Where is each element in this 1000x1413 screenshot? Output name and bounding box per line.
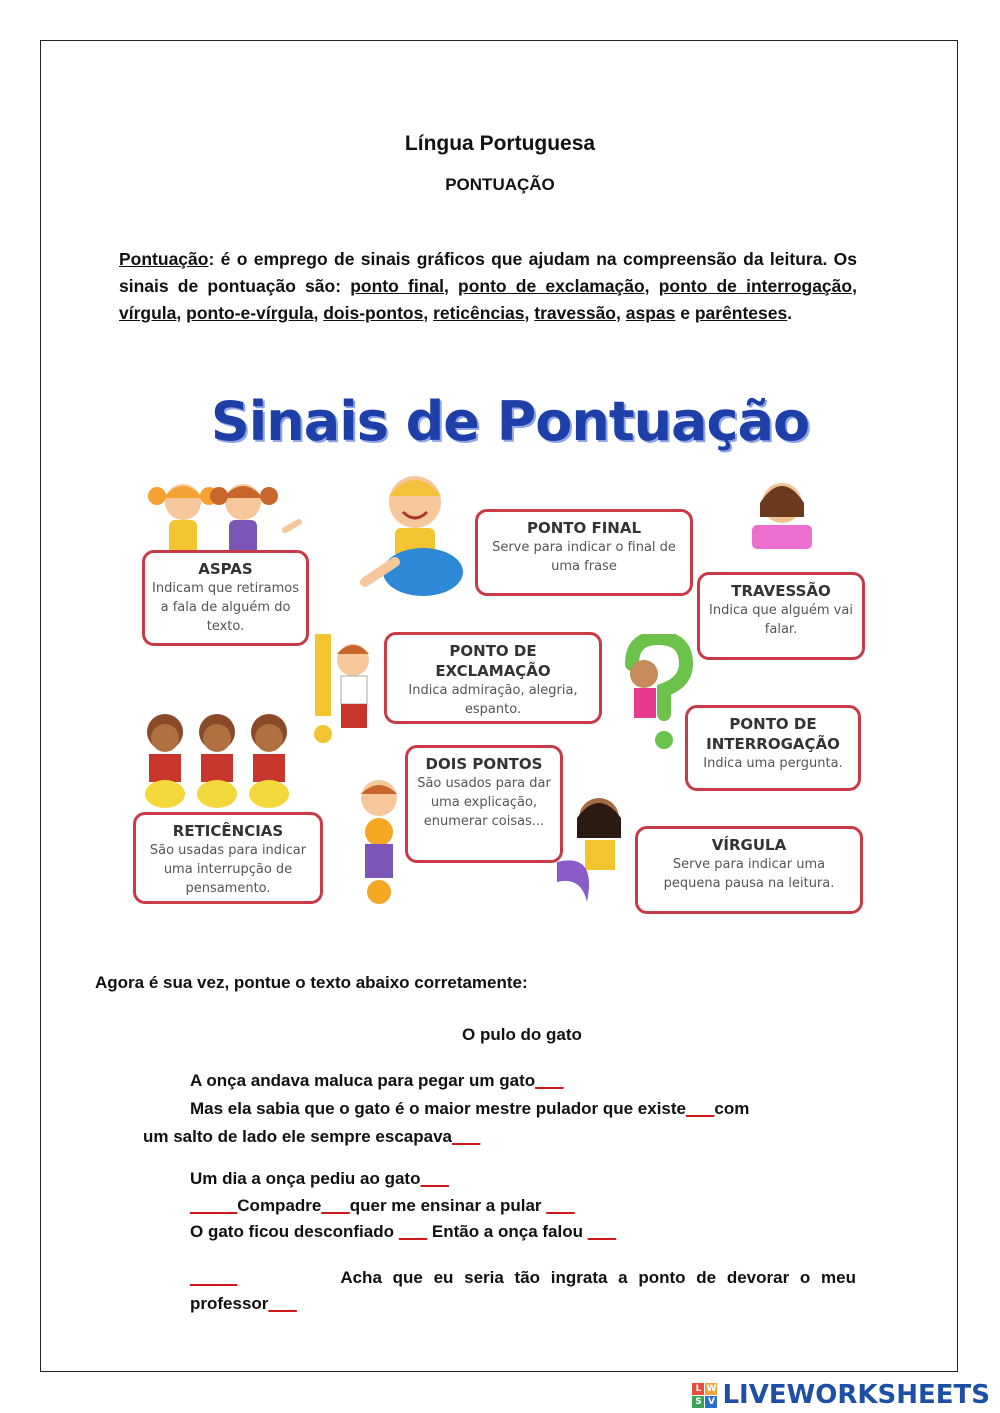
sign-reticencias: reticências bbox=[433, 303, 525, 323]
story-line-7 bbox=[190, 1268, 856, 1288]
card-exclamacao-desc: Indica admiração, alegria, espanto. bbox=[408, 683, 578, 717]
blank-11[interactable]: ___ bbox=[268, 1294, 297, 1313]
story-line-4-text: Um dia a onça pediu ao gato bbox=[190, 1169, 421, 1188]
card-ponto-final-desc: Serve para indicar o final de uma frase bbox=[492, 540, 676, 574]
card-dois-pontos-title: DOIS PONTOS bbox=[425, 755, 543, 773]
blank-4[interactable]: ___ bbox=[420, 1169, 449, 1188]
card-dois-pontos-desc: São usados para dar uma explicação, enumerar coisas... bbox=[417, 776, 551, 829]
sign-virgula: vírgula bbox=[119, 303, 177, 323]
story-line-2-text: Mas ela sabia que o gato é o maior mestre pulador que existe bbox=[190, 1099, 686, 1118]
intro-text: : é o emprego de sinais gráficos que ajudam na compreensão da leitura. Os sinais de pontuação são: bbox=[119, 249, 857, 296]
blank-6[interactable]: ___ bbox=[321, 1196, 350, 1215]
sign-aspas: aspas bbox=[625, 303, 676, 323]
twins-illustration bbox=[135, 480, 305, 560]
sign-ponto-e-virgula: ponto-e-vírgula bbox=[186, 303, 314, 323]
story-line-2 bbox=[190, 1099, 749, 1119]
card-ponto-final-title: PONTO FINAL bbox=[526, 519, 642, 537]
blank-1[interactable]: ___ bbox=[535, 1071, 564, 1090]
triplets-illustration bbox=[137, 710, 297, 810]
blank-10[interactable]: _____ bbox=[190, 1268, 238, 1287]
sign-parenteses: parênteses bbox=[694, 303, 788, 323]
intro-term: Pontuação bbox=[119, 249, 209, 269]
card-virgula-desc: Serve para indicar uma pequena pausa na leitura. bbox=[663, 857, 835, 891]
card-dois-pontos bbox=[405, 745, 563, 863]
story-line-5-end: quer me ensinar a pular bbox=[349, 1196, 542, 1215]
intro-paragraph: Pontuação: é o emprego de sinais gráficos que ajudam na compreensão da leitura. Os sinais de pontuação são: ponto final, ponto de exclamação, ponto de interrogação, vírgula, ponto-e-vírgula, dois-pontos, reticências, travessão, aspas e parênteses. bbox=[119, 249, 857, 323]
card-ponto-exclamacao bbox=[384, 632, 602, 724]
blank-2[interactable]: ___ bbox=[686, 1099, 715, 1118]
blank-3[interactable]: ___ bbox=[451, 1127, 481, 1146]
card-travessao bbox=[697, 572, 865, 660]
card-ponto-interrogacao bbox=[685, 705, 861, 791]
story-line-3 bbox=[143, 1127, 480, 1147]
sign-ponto-interrogacao: ponto de interrogação bbox=[658, 276, 853, 296]
story-line-4 bbox=[190, 1169, 449, 1189]
story-line-3-text: um salto de lado ele sempre escapava bbox=[143, 1127, 452, 1146]
card-aspas bbox=[142, 550, 309, 646]
page-title: Língua Portuguesa bbox=[404, 132, 596, 155]
story-line-1 bbox=[190, 1071, 564, 1091]
card-travessao-desc: Indica que alguém vai falar. bbox=[709, 603, 853, 637]
page-subtitle: PONTUAÇÃO bbox=[445, 175, 555, 194]
card-aspas-desc: Indicam que retiramos a fala de alguém do texto. bbox=[152, 581, 299, 634]
story-line-7-text: Acha que eu seria tão ingrata a ponto de devorar o meu bbox=[340, 1268, 856, 1287]
card-travessao-title: TRAVESSÃO bbox=[731, 582, 831, 600]
sign-travessao: travessão bbox=[534, 303, 616, 323]
card-interrogacao-desc: Indica uma pergunta. bbox=[703, 756, 843, 771]
card-aspas-title: ASPAS bbox=[198, 560, 253, 578]
story-title: O pulo do gato bbox=[462, 1025, 582, 1044]
story-line-8-text: professor bbox=[190, 1294, 269, 1313]
exercise-instruction: Agora é sua vez, pontue o texto abaixo corretamente: bbox=[95, 973, 528, 992]
brand-name: LIVEWORKSHEETS bbox=[722, 1380, 990, 1410]
story-line-8 bbox=[190, 1294, 297, 1314]
card-virgula-title: VÍRGULA bbox=[711, 836, 787, 854]
brand-logo-icon: L W S V bbox=[692, 1383, 717, 1408]
blank-9[interactable]: ___ bbox=[587, 1222, 617, 1241]
story-line-6-end: Então a onça falou bbox=[431, 1222, 583, 1241]
card-reticencias bbox=[133, 812, 323, 904]
story-line-6-text: O gato ficou desconfiado bbox=[190, 1222, 395, 1241]
story-line-5-text: Compadre bbox=[237, 1196, 322, 1215]
card-interrogacao-title: PONTO DE INTERROGAÇÃO bbox=[706, 715, 840, 753]
punctuation-illustration bbox=[117, 372, 903, 927]
story-line-5 bbox=[190, 1196, 575, 1216]
card-exclamacao-title: PONTO DE EXCLAMAÇÃO bbox=[435, 642, 551, 680]
sign-ponto-final: ponto final bbox=[350, 276, 444, 296]
intro-conjunction: e bbox=[675, 303, 695, 323]
boy-exclamation-illustration bbox=[309, 630, 379, 750]
sign-ponto-exclamacao: ponto de exclamação bbox=[458, 276, 645, 296]
story-line-1-text: A onça andava maluca para pegar um gato bbox=[190, 1071, 536, 1090]
story-line-6 bbox=[190, 1222, 616, 1242]
boy-ball-illustration bbox=[355, 472, 485, 602]
card-reticencias-title: RETICÊNCIAS bbox=[172, 822, 284, 840]
story-line-2-end: com bbox=[714, 1099, 750, 1118]
liveworksheets-logo[interactable] bbox=[692, 1380, 990, 1410]
girl-sign-illustration bbox=[742, 477, 822, 567]
sign-dois-pontos: dois-pontos bbox=[323, 303, 424, 323]
card-virgula bbox=[635, 826, 863, 914]
card-ponto-final bbox=[475, 509, 693, 596]
card-reticencias-desc: São usadas para indicar uma interrupção de pensamento. bbox=[149, 843, 307, 896]
illustration-title: Sinais de Pontuação bbox=[210, 390, 810, 453]
blank-8[interactable]: ___ bbox=[398, 1222, 428, 1241]
blank-7[interactable]: ___ bbox=[546, 1196, 575, 1215]
blank-5[interactable]: _____ bbox=[190, 1196, 238, 1215]
